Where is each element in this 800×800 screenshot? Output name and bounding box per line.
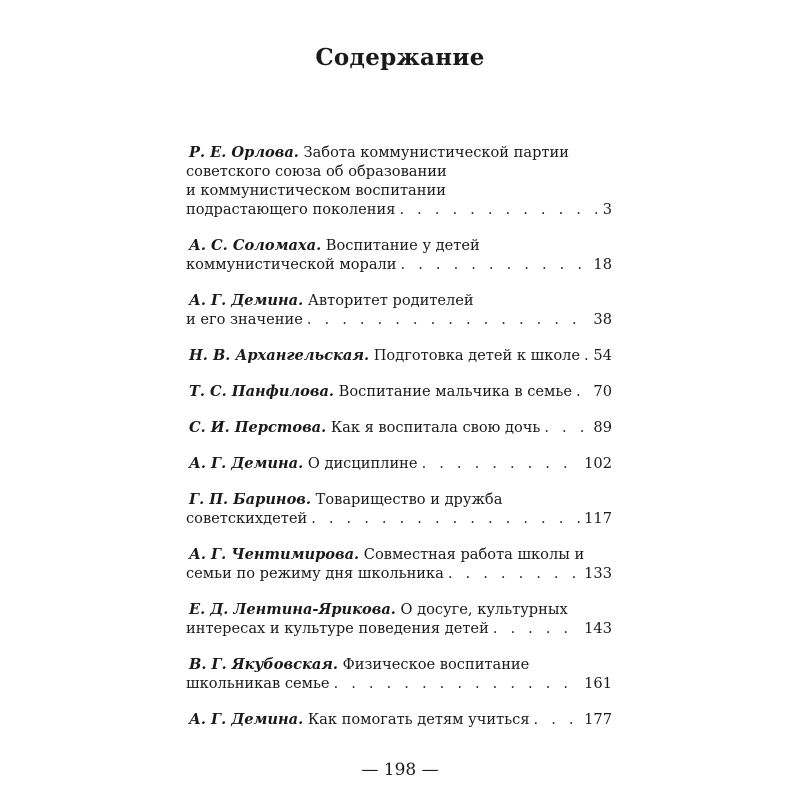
dot-leader	[584, 346, 589, 365]
toc-entry	[186, 655, 612, 693]
toc-page-number: 70	[593, 383, 612, 400]
toc-entry	[186, 490, 612, 528]
dot-leader	[534, 710, 581, 729]
dot-leader	[401, 255, 590, 274]
toc-entry-last-line	[186, 418, 612, 437]
toc-author: С. И. Перстова.	[189, 419, 327, 436]
toc-page-number: 161	[584, 675, 612, 692]
toc-author: Е. Д. Лентина-Ярикова.	[189, 601, 396, 618]
toc-entry-text	[189, 454, 418, 473]
toc-entry	[186, 545, 612, 583]
toc-entry-last-line	[186, 310, 612, 329]
toc-text: школьникав семье	[186, 675, 330, 692]
toc-entry-last-line	[186, 454, 612, 473]
toc-entry-line	[186, 143, 612, 162]
toc-entry	[186, 710, 612, 729]
toc-entry-last-line	[186, 382, 612, 401]
toc-text: Как я воспитала свою дочь	[330, 419, 541, 436]
toc-author: А. Г. Демина.	[189, 455, 304, 472]
toc-entry-last-line	[186, 674, 612, 693]
toc-entry-line	[186, 600, 612, 619]
toc-text: Как помогать детям учиться	[307, 711, 530, 728]
toc-entry	[186, 600, 612, 638]
toc-entry-last-line	[186, 255, 612, 274]
toc-text: Физическое воспитание	[342, 656, 530, 673]
dot-leader	[576, 382, 589, 401]
toc-entry-last-line	[186, 346, 612, 365]
toc-entry	[186, 291, 612, 329]
dot-leader	[334, 674, 581, 693]
dot-leader	[544, 418, 589, 437]
toc-text: семьи по режиму дня школьника	[186, 565, 444, 582]
toc-text: советского союза об образовании	[186, 163, 447, 180]
toc-page-number: 117	[584, 510, 612, 527]
toc-entry-line	[186, 545, 612, 564]
toc-page-number: 89	[593, 419, 612, 436]
toc-page-number: 143	[584, 620, 612, 637]
toc-entry-line	[186, 162, 612, 181]
toc-entry	[186, 454, 612, 473]
toc-entry	[186, 346, 612, 365]
toc-text: Авторитет родителей	[307, 292, 474, 309]
toc-entry-line	[186, 181, 612, 200]
table-of-contents	[186, 143, 612, 746]
toc-entry-last-line	[186, 200, 612, 219]
toc-entry-text	[189, 418, 540, 437]
toc-page-number: 54	[593, 347, 612, 364]
toc-text: Забота коммунистической партии	[303, 144, 569, 161]
toc-author: В. Г. Якубовская.	[189, 656, 338, 673]
toc-entry-text	[189, 382, 572, 401]
toc-text: О дисциплине	[307, 455, 418, 472]
toc-page-number: 18	[593, 256, 612, 273]
toc-text: Воспитание у детей	[325, 237, 480, 254]
toc-entry-line	[186, 291, 612, 310]
toc-entry-line	[186, 236, 612, 255]
toc-text: Подготовка детей к школе	[373, 347, 581, 364]
toc-author: Н. В. Архангельская.	[189, 347, 370, 364]
toc-author: Г. П. Баринов.	[189, 491, 311, 508]
toc-page-number: 3	[602, 201, 612, 218]
toc-page-number: 102	[584, 455, 612, 472]
toc-entry-line	[186, 490, 612, 509]
toc-text: Совместная работа школы и	[363, 546, 585, 563]
toc-text: советскихдетей	[186, 510, 308, 527]
toc-entry-line	[186, 655, 612, 674]
page-title: Содержание	[315, 44, 485, 71]
toc-text: О досуге, культурных	[400, 601, 568, 618]
toc-text: коммунистической морали	[186, 256, 397, 273]
toc-text: подрастающего поколения	[186, 201, 396, 218]
toc-author: А. Г. Демина.	[189, 292, 304, 309]
toc-author: Р. Е. Орлова.	[189, 144, 299, 161]
toc-author: Т. С. Панфилова.	[189, 383, 334, 400]
dot-leader	[399, 200, 598, 219]
toc-text: и его значение	[186, 311, 303, 328]
dot-leader	[448, 564, 580, 583]
toc-entry	[186, 382, 612, 401]
toc-author: А. С. Соломаха.	[189, 237, 322, 254]
dot-leader	[493, 619, 580, 638]
toc-entry-text	[189, 346, 580, 365]
dot-leader	[422, 454, 581, 473]
toc-entry-text	[189, 710, 530, 729]
toc-page-number: 38	[593, 311, 612, 328]
dot-leader	[307, 310, 590, 329]
toc-text: интересах и культуре поведения детей	[186, 620, 489, 637]
toc-page-number: 133	[584, 565, 612, 582]
toc-text: и коммунистическом воспитании	[186, 182, 446, 199]
toc-text: Воспитание мальчика в семье	[338, 383, 572, 400]
toc-entry-last-line	[186, 564, 612, 583]
toc-entry	[186, 143, 612, 219]
toc-entry-last-line	[186, 710, 612, 729]
page-number: — 198 —	[361, 760, 439, 780]
dot-leader	[311, 509, 580, 528]
toc-entry-last-line	[186, 509, 612, 528]
toc-author: А. Г. Демина.	[189, 711, 304, 728]
toc-entry	[186, 236, 612, 274]
toc-page-number: 177	[584, 711, 612, 728]
toc-text: Товарищество и дружба	[315, 491, 503, 508]
toc-entry	[186, 418, 612, 437]
toc-entry-last-line	[186, 619, 612, 638]
toc-author: А. Г. Чентимирова.	[189, 546, 360, 563]
